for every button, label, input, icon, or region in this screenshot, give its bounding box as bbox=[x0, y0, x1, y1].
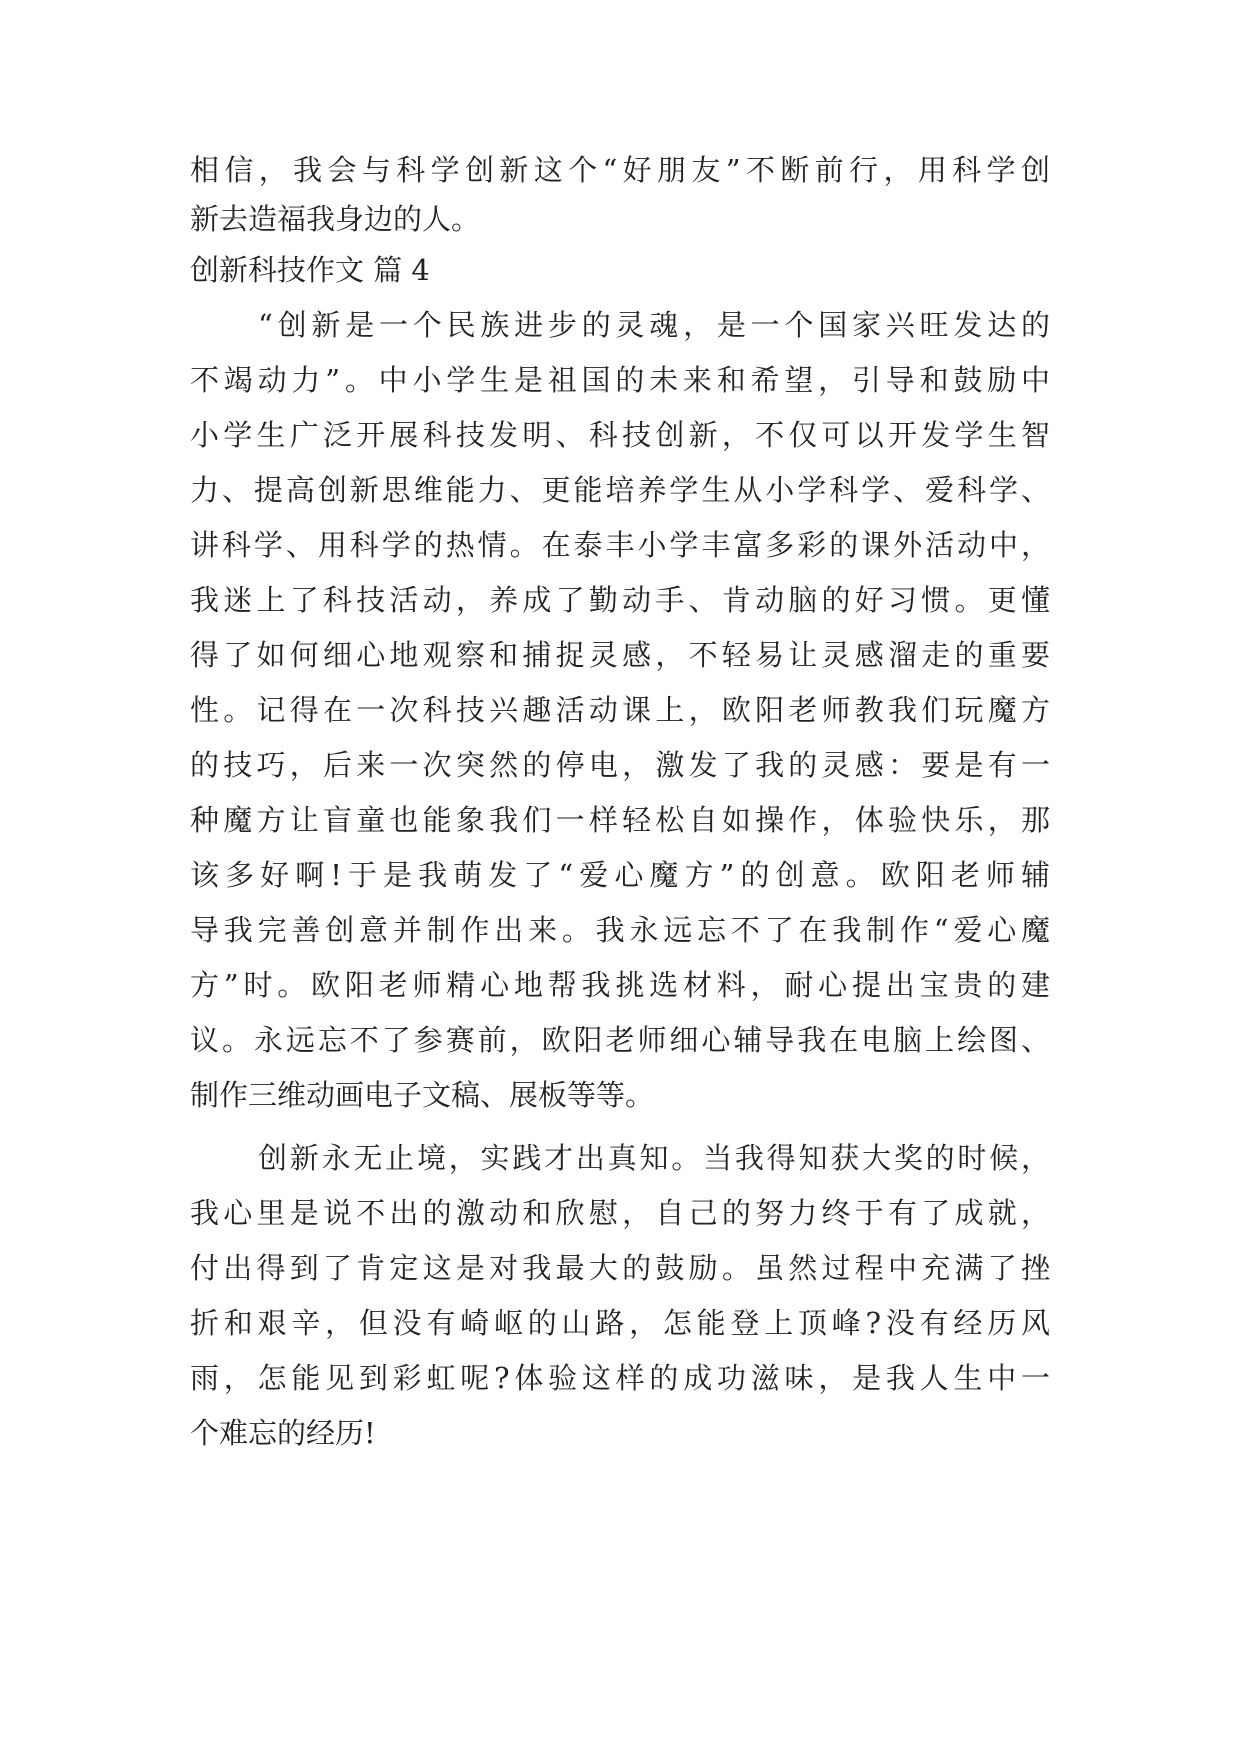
paragraph-line: 该多好啊!于是我萌发了“爱心魔方”的创意。欧阳老师辅 bbox=[190, 858, 1050, 892]
paragraph-line: 方”时。欧阳老师精心地帮我挑选材料，耐心提出宝贵的建 bbox=[190, 968, 1050, 1002]
continuation-paragraph bbox=[190, 146, 1050, 244]
paragraph-line: 讲科学、用科学的热情。在泰丰小学丰富多彩的课外活动中， bbox=[190, 528, 1050, 562]
paragraph-line: 议。永远忘不了参赛前，欧阳老师细心辅导我在电脑上绘图、 bbox=[190, 1023, 1050, 1057]
paragraph-line: 性。记得在一次科技兴趣活动课上，欧阳老师教我们玩魔方 bbox=[190, 693, 1050, 727]
paragraph-line: 力、提高创新思维能力、更能培养学生从小学科学、爱科学、 bbox=[190, 473, 1050, 507]
body-paragraph-2 bbox=[190, 1131, 1050, 1461]
paragraph-line: 付出得到了肯定这是对我最大的鼓励。虽然过程中充满了挫 bbox=[190, 1251, 1050, 1285]
paragraph-line: 雨，怎能见到彩虹呢?体验这样的成功滋味，是我人生中一 bbox=[190, 1361, 1050, 1395]
paragraph-line: 我迷上了科技活动，养成了勤动手、肯动脑的好习惯。更懂 bbox=[190, 583, 1050, 617]
paragraph-line: 相信，我会与科学创新这个“好朋友”不断前行，用科学创 bbox=[190, 153, 1050, 187]
paragraph-line: 制作三维动画电子文稿、展板等等。 bbox=[190, 1078, 655, 1112]
paragraph-line: “创新是一个民族进步的灵魂，是一个国家兴旺发达的 bbox=[258, 308, 1050, 342]
section-heading-text: 创新科技作文 篇 4 bbox=[190, 253, 430, 287]
paragraph-line: 小学生广泛开展科技发明、科技创新，不仅可以开发学生智 bbox=[190, 418, 1050, 452]
paragraph-line: 不竭动力”。中小学生是祖国的未来和希望，引导和鼓励中 bbox=[190, 363, 1050, 397]
body-paragraph-1 bbox=[190, 298, 1050, 1123]
section-heading bbox=[190, 246, 1050, 295]
paragraph-line: 折和艰辛，但没有崎岖的山路，怎能登上顶峰?没有经历风 bbox=[190, 1306, 1050, 1340]
paragraph-line: 个难忘的经历! bbox=[190, 1416, 376, 1450]
paragraph-line: 创新永无止境，实践才出真知。当我得知获大奖的时候， bbox=[258, 1141, 1050, 1175]
paragraph-line: 导我完善创意并制作出来。我永远忘不了在我制作“爱心魔 bbox=[190, 913, 1050, 947]
paragraph-line: 的技巧，后来一次突然的停电，激发了我的灵感：要是有一 bbox=[190, 748, 1050, 782]
paragraph-line: 我心里是说不出的激动和欣慰，自己的努力终于有了成就， bbox=[190, 1196, 1050, 1230]
paragraph-line: 种魔方让盲童也能象我们一样轻松自如操作，体验快乐，那 bbox=[190, 803, 1050, 837]
paragraph-line: 新去造福我身边的人。 bbox=[190, 202, 481, 236]
paragraph-line: 得了如何细心地观察和捕捉灵感，不轻易让灵感溜走的重要 bbox=[190, 638, 1050, 672]
